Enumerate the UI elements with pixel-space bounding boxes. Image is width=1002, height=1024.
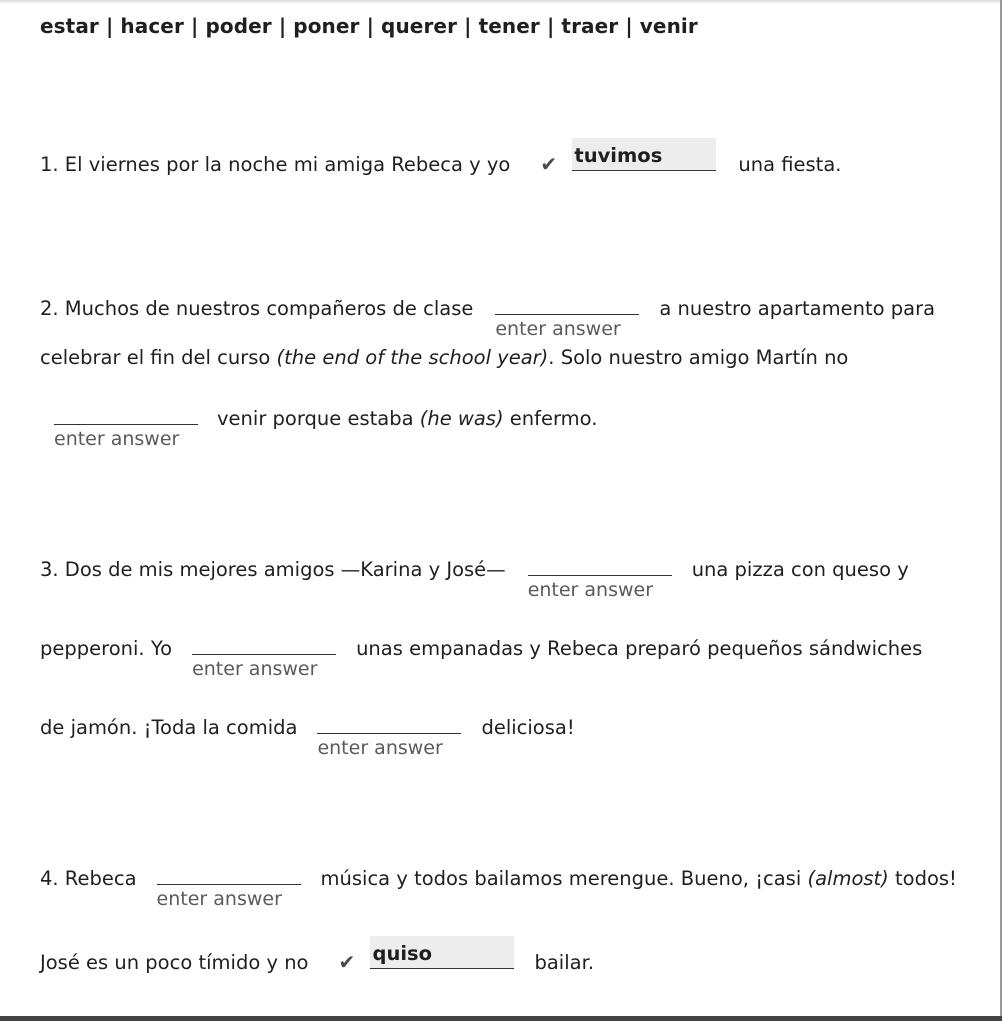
checkmark-icon: ✔ bbox=[338, 950, 356, 974]
question-2-line-3 bbox=[54, 398, 598, 450]
checkmark-icon: ✔ bbox=[540, 152, 558, 176]
question-4-line-1 bbox=[40, 858, 957, 910]
q4-answer-field[interactable] bbox=[370, 936, 514, 969]
q3-blank-2-hint: enter answer bbox=[192, 658, 318, 680]
q2-blank-1-hint: enter answer bbox=[495, 318, 621, 340]
q3-input-1[interactable] bbox=[528, 549, 676, 575]
q3-text-after: una pizza con queso y bbox=[691, 558, 909, 581]
q2-text-after: a nuestro apartamento para bbox=[659, 297, 936, 320]
q1-text-after: una fiesta. bbox=[738, 153, 842, 176]
q2-blank-2[interactable] bbox=[54, 398, 198, 450]
question-3-line-2 bbox=[40, 628, 923, 680]
q4-answer-value: quiso bbox=[372, 942, 433, 965]
q4-blank-1[interactable] bbox=[156, 858, 301, 910]
q3-line2-before: pepperoni. Yo bbox=[40, 637, 173, 660]
q3-blank-3[interactable] bbox=[317, 707, 461, 759]
question-4-line-2 bbox=[40, 936, 595, 974]
q4-line2-after: bailar. bbox=[534, 951, 595, 974]
q2-input-1[interactable] bbox=[495, 288, 643, 314]
q3-input-2[interactable] bbox=[192, 628, 340, 654]
q3-line3-before: de jamón. ¡Toda la comida bbox=[40, 716, 298, 739]
q3-blank-2[interactable] bbox=[192, 628, 336, 680]
q1-answer-value: tuvimos bbox=[574, 144, 663, 167]
q1-text-before: 1. El viernes por la noche mi amiga Rebeca y yo bbox=[40, 153, 511, 176]
q3-blank-1[interactable] bbox=[527, 549, 672, 601]
question-1-line bbox=[40, 138, 842, 176]
q4-italic: (almost) bbox=[807, 867, 889, 890]
q3-line3-after: deliciosa! bbox=[481, 716, 575, 739]
q4-text-before: 4. Rebeca bbox=[40, 867, 137, 890]
q2-line3-text-b: enfermo. bbox=[503, 407, 598, 430]
q3-line2-after: unas empanadas y Rebeca preparó pequeños sándwiches bbox=[356, 637, 923, 660]
q3-text-before: 3. Dos de mis mejores amigos —Karina y José— bbox=[40, 558, 506, 581]
q3-blank-1-hint: enter answer bbox=[527, 579, 654, 601]
q4-input-1[interactable] bbox=[157, 858, 305, 884]
q2-input-2[interactable] bbox=[54, 398, 202, 424]
q2-line2-italic: (the end of the school year) bbox=[276, 346, 549, 369]
q4-text-after-b: todos! bbox=[888, 867, 957, 890]
q3-input-3[interactable] bbox=[317, 707, 465, 733]
q3-blank-3-hint: enter answer bbox=[317, 737, 443, 759]
question-3-line-3 bbox=[40, 707, 575, 759]
q2-text-before: 2. Muchos de nuestros compañeros de clase bbox=[40, 297, 474, 320]
top-shadow bbox=[0, 0, 1002, 4]
q4-line2-before: José es un poco tímido y no bbox=[40, 951, 309, 974]
word-bank: estar | hacer | poder | poner | querer | tener | traer | venir bbox=[40, 14, 698, 38]
q2-line2-text: celebrar el fin del curso bbox=[40, 346, 277, 369]
q2-blank-2-hint: enter answer bbox=[54, 428, 180, 450]
question-2-line-1 bbox=[40, 288, 936, 340]
question-3-line-1 bbox=[40, 549, 909, 601]
q4-text-after-a: música y todos bailamos merengue. Bueno, ¡casi bbox=[320, 867, 808, 890]
q2-line3-text-a: venir porque estaba bbox=[217, 407, 420, 430]
q4-blank-1-hint: enter answer bbox=[156, 888, 282, 910]
q2-line2-after: . Solo nuestro amigo Martín no bbox=[548, 346, 849, 369]
q1-answer-field[interactable] bbox=[572, 138, 716, 171]
q2-line3-italic: (he was) bbox=[419, 407, 504, 430]
q2-blank-1[interactable] bbox=[495, 288, 639, 340]
question-2-line-2 bbox=[40, 346, 848, 376]
bottom-border bbox=[0, 1016, 1002, 1021]
